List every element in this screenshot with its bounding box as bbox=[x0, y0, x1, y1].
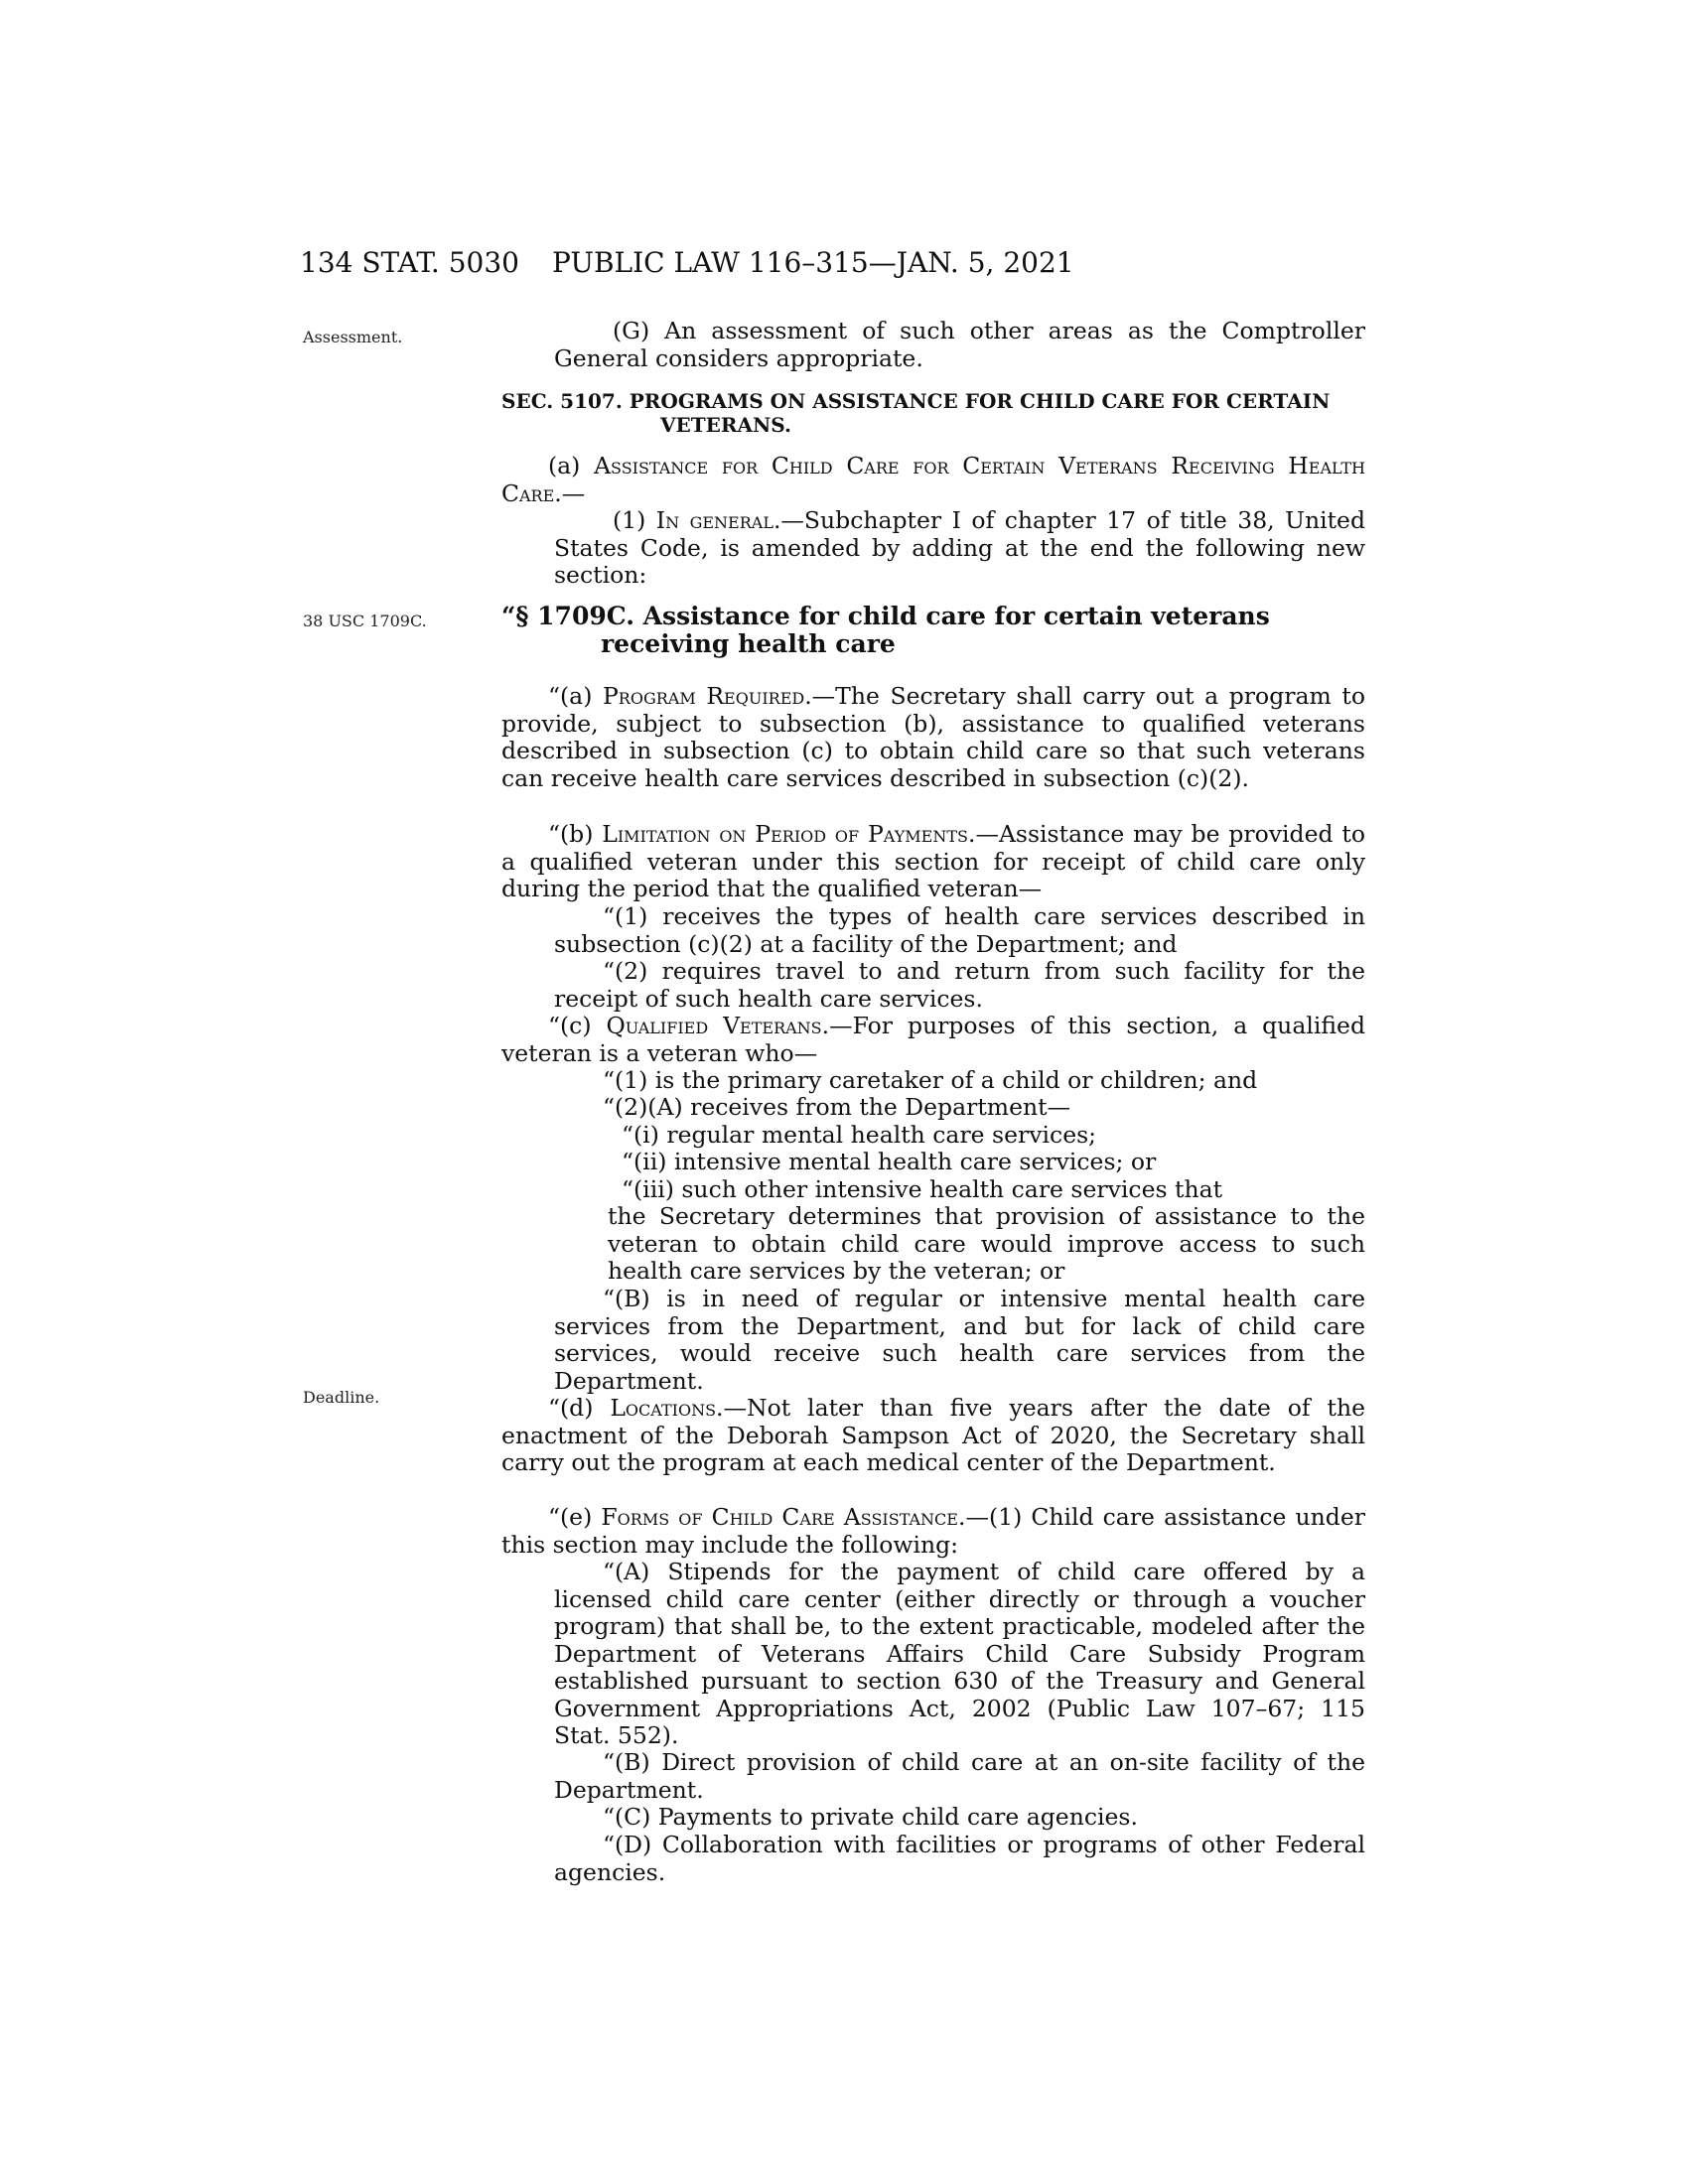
public-law-title: PUBLIC LAW 116–315—JAN. 5, 2021 bbox=[552, 246, 1074, 279]
forms-item-d: “(D) Collaboration with facilities or programs of other Federal agencies. bbox=[554, 1831, 1365, 1886]
program-required-title: Program Required. bbox=[602, 682, 812, 710]
paragraph-1-text: —Subchapter I of chapter 17 of title 38, United States Code, is amended by adding at the end the following new section: bbox=[554, 506, 1365, 589]
limitation-lead: “(b) bbox=[548, 820, 603, 848]
limitation-item-1: “(1) receives the types of health care services described in subsection (c)(2) at a facility of the Department; and bbox=[554, 902, 1365, 958]
subsection-e-forms bbox=[501, 1504, 1365, 1559]
section-heading-line-1: SEC. 5107. PROGRAMS ON ASSISTANCE FOR CHILD CARE FOR CERTAIN bbox=[501, 389, 1331, 413]
margin-note-deadline: Deadline. bbox=[303, 1388, 380, 1407]
program-required-lead: “(a) bbox=[548, 682, 603, 710]
forms-item-c: “(C) Payments to private child care agencies. bbox=[603, 1803, 1138, 1831]
subsection-a bbox=[501, 453, 1365, 507]
statute-citation: 134 STAT. 5030 bbox=[300, 246, 519, 279]
subsection-a-dash: — bbox=[561, 478, 586, 507]
page-header bbox=[300, 246, 1372, 286]
forms-text: —(1) Child care assistance under this section may include the following: bbox=[501, 1503, 1365, 1559]
qualified-item-ii: “(ii) intensive mental health care services; or bbox=[622, 1148, 1157, 1175]
forms-lead: “(e) bbox=[548, 1503, 602, 1531]
locations-lead: “(d) bbox=[548, 1394, 611, 1422]
paragraph-1-title: In general. bbox=[655, 506, 781, 534]
new-section-heading-line-1: “§ 1709C. Assistance for child care for certain veterans bbox=[501, 602, 1270, 630]
limitation-title: Limitation on Period of Payments. bbox=[602, 820, 976, 848]
qualified-item-iii-cont: the Secretary determines that provision of assistance to the veteran to obtain child care would improve access to such health care services by the veteran; or bbox=[608, 1202, 1365, 1285]
locations-title: Locations. bbox=[610, 1394, 724, 1422]
paragraph-g: (G) An assessment of such other areas as the Comptroller General considers appropriate. bbox=[554, 317, 1365, 372]
forms-title: Forms of Child Care Assistance. bbox=[601, 1503, 966, 1531]
subsection-d-locations bbox=[501, 1395, 1365, 1477]
subsection-b-limitation bbox=[501, 821, 1365, 903]
limitation-item-2: “(2) requires travel to and return from such facility for the receipt of such health care services. bbox=[554, 957, 1365, 1013]
margin-note-assessment: Assessment. bbox=[303, 328, 403, 346]
qualified-item-2a: “(2)(A) receives from the Department— bbox=[603, 1093, 1071, 1121]
new-section-heading bbox=[501, 603, 1365, 658]
new-section-heading-line-2: receiving health care bbox=[601, 629, 896, 658]
section-heading bbox=[501, 389, 1365, 437]
forms-item-a: “(A) Stipends for the payment of child care offered by a licensed child care center (either directly or through a voucher program) that shall be, to the extent practicable, modeled after the Department of Veterans Affairs Child Care Subsidy Program established pursuant to section 630 of the Treasury and General Government Appropriations Act, 2002 (Public Law 107–67; 115 Stat. 552). bbox=[554, 1558, 1365, 1749]
qualified-item-b: “(B) is in need of regular or intensive mental health care services from the Department, and but for lack of child care services, would receive such health care services from the Department. bbox=[554, 1285, 1365, 1395]
program-required-text: —The Secretary shall carry out a program to provide, subject to subsection (b), assistance to qualified veterans described in subsection (c) to obtain child care so that such veterans can receive health care services described in subsection (c)(2). bbox=[501, 682, 1365, 792]
subsection-c-qualified bbox=[501, 1013, 1365, 1067]
qualified-text: —For purposes of this section, a qualified veteran is a veteran who— bbox=[501, 1012, 1365, 1067]
subsection-a-title: Assistance for Child Care for Certain Veterans Receiving Health Care. bbox=[501, 452, 1365, 507]
forms-item-b: “(B) Direct provision of child care at an on-site facility of the Department. bbox=[554, 1748, 1365, 1804]
section-heading-line-2: VETERANS. bbox=[660, 413, 792, 437]
margin-note-usc: 38 USC 1709C. bbox=[303, 612, 427, 630]
paragraph-1-lead: (1) bbox=[613, 506, 656, 534]
qualified-item-i: “(i) regular mental health care services; bbox=[622, 1121, 1097, 1149]
subsection-a-program bbox=[501, 683, 1365, 792]
qualified-lead: “(c) bbox=[548, 1012, 607, 1039]
paragraph-1 bbox=[501, 507, 1365, 590]
limitation-text: —Assistance may be provided to a qualified veteran under this section for receipt of child care only during the period that the qualified veteran— bbox=[501, 820, 1365, 902]
subsection-a-lead: (a) bbox=[548, 452, 595, 479]
qualified-item-1: “(1) is the primary caretaker of a child or children; and bbox=[603, 1066, 1258, 1094]
qualified-item-iii: “(iii) such other intensive health care services that bbox=[622, 1175, 1223, 1203]
locations-text: —Not later than five years after the date of the enactment of the Deborah Sampson Act of 2020, the Secretary shall carry out the program at each medical center of the Department. bbox=[501, 1394, 1365, 1476]
qualified-title: Qualified Veterans. bbox=[606, 1012, 830, 1039]
